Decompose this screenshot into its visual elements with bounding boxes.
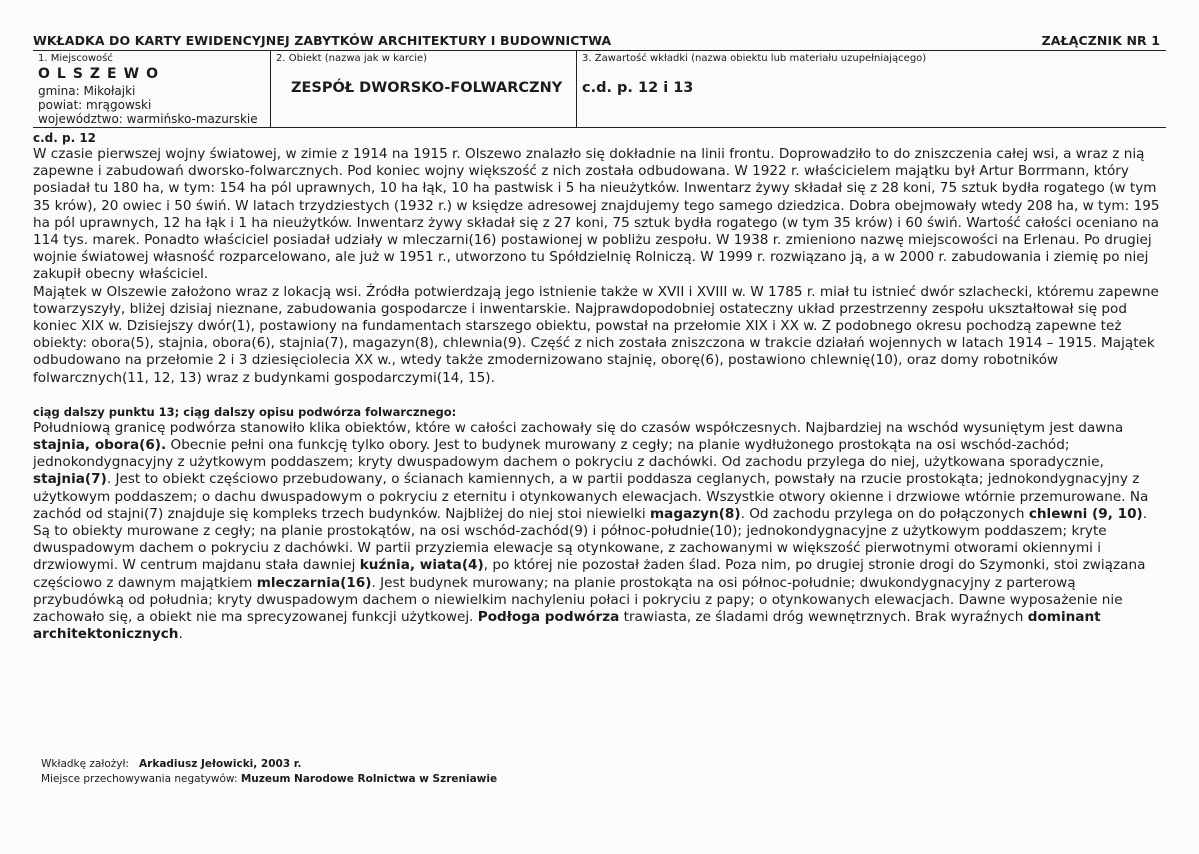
bold-chlewni: chlewni (9, 10) (1028, 505, 1143, 522)
section-12-heading: c.d. p. 12 (33, 131, 97, 145)
object-name: ZESPÓŁ DWORSKO-FOLWARCZNY (291, 80, 563, 96)
history-paragraph-1: W czasie pierwszej wojny światowej, w zimie z 1914 na 1915 r. Olszewo znalazło się dokładnie na linii frontu. Doprowadziło to do zniszczenia całej wsi, a wraz z nią zapewne i zabudowań dworsko-folwarcznych. Pod koniec wojny większość z nich została odbudowana. W 1922 r. właścicielem majątku był Artur Borrmann, który posiadał tu 180 ha, w tym: 154 ha pól uprawnych, 10 ha łąk, 10 ha pastwisk i 5 ha nieużytków. Inwentarz żywy składał się z 28 koni, 75 sztuk bydła rogatego (w tym 35 krów), 20 owiec i 50 świń. W latach trzydziestych (1932 r.) w księdze adresowej znajdujemy tego samego dziedzica. Dobra obejmowały wtedy 208 ha, w tym: 195 ha pól uprawnych, 12 ha łąk i 1 ha nieużytków. Inwentarz żywy składał się z 27 koni, 75 sztuk bydła rogatego (w tym 35 krów) i 60 świń. Wartość całości oceniano na 114 tys. marek. Ponadto właściciel posiadał udziały w mleczarni(16) postawionej w pobliżu zespołu. W 1938 r. zmieniono nazwę miejscowości na Erlenau. Po drugiej wojnie światowej własność rozparcelowano, ale już w 1951 r., utworzono tu Spółdzielnię Rolniczą. W 1999 r. rozwiązano ją, a w 2000 r. zabudowania i ziemię po niej zakupił obecny właściciel. (33, 146, 1160, 283)
storage-line (41, 772, 497, 787)
text-run: , po której nie pozostał żaden ślad. Poza nim, po drugiej stronie drogi do Szymonki, stoi związana częściowo z dawnym majątkiem (33, 557, 1146, 591)
storage-label: Miejsce przechowywania negatywów: (41, 773, 238, 785)
text-run: . (178, 626, 183, 643)
bold-stajnia: stajnia(7) (33, 471, 107, 488)
text-run: . Są to obiekty murowane z cegły; na planie prostokątów, na osi wschód-zachód(9) i północ-południe(10); jednokondygnacyjne z użytkowym poddaszem; kryte dwuspadowym dachem o pokryciu z dachówki. W partii przyziemia elewacje są otynkowane, z zachowanymi w większość pierwotnymi otworami okiennymi i drzwiowymi. W centrum majdanu stała dawniej (33, 505, 1148, 574)
town-name: OLSZEWO (38, 66, 165, 82)
paragraph-gap (33, 387, 1166, 404)
author-label: Wkładkę założył: (41, 758, 130, 770)
text-run: . Jest to obiekt częściowo przebudowany, o ścianach kamiennych, a w partii poddasza ceglanych, powstały na rzucie prostokąta; jednokondygnacyjny z użytkowym poddaszem; o dachu dwuspadowym o pokryciu z eternitu i otynkowanych elewacjach. Wszystkie otwory okienne i drzwiowe wtórnie przemurowane. Na zachód od stajni(7) znajduje się kompleks trzech budynków. Najbliżej do niej stoi niewielki (33, 471, 1149, 522)
bold-podloga-podworza: Podłoga podwórza (477, 609, 620, 626)
field-locality (33, 51, 271, 127)
bold-stajnia-obora: stajnia, obora(6). (33, 437, 167, 454)
document-body (33, 130, 1166, 643)
bold-magazyn: magazyn(8) (650, 505, 741, 522)
courtyard-description (33, 420, 1166, 644)
text-run: Obecnie pełni ona funkcję tylko obory. Jest to budynek murowany z cegły; na planie wydłużonego prostokąta na osi wschód-zachód; jednokondygnacyjny z użytkowym poddaszem; kryty dwuspadowym dachem o pokryciu z dachówki. Od zachodu przylega do niej, użytkowana sporadycznie, (33, 437, 1104, 471)
field-object (271, 51, 577, 127)
gmina-text: gmina: Mikołajki (38, 84, 136, 98)
section-13-heading: ciąg dalszy punktu 13; ciąg dalszy opisu podwórza folwarcznego: (33, 404, 457, 419)
bold-mleczarnia: mleczarnia(16) (256, 574, 372, 591)
history-paragraph-2: Majątek w Olszewie założono wraz z lokacją wsi. Źródła potwierdzają jego istnienie także w XVII i XVIII w. W 1785 r. miał tu istnieć dwór szlachecki, któremu zapewne towarzyszyły, bliżej dzisiaj nieznane, zabudowania gospodarcze i inwentarskie. Najprawdopodobniej ostateczny układ przestrzenny zespołu ukształtował się pod koniec XIX w. Dzisiejszy dwór(1), postawiony na fundamentach starszego obiektu, powstał na przełomie XIX i XX w. Z podobnego okresu pochodzą zapewne też obiekty: obora(5), stajnia, obora(6), stajnia(7), magazyn(8), chlewnia(9). Część z nich została zniszczona w trakcie działań wojennych w latach 1914 – 1915. Majątek odbudowano na przełomie 2 i 3 dziesięciolecia XX w., wtedy także zmodernizowano stajnię, oborę(6), postawiono chlewnię(10), oraz domy robotników folwarcznych(11, 12, 13) wraz z budynkami gospodarczymi(14, 15). (33, 283, 1159, 386)
storage-place: Muzeum Narodowe Rolnictwa w Szreniawie (240, 773, 498, 785)
document-title: WKŁADKA DO KARTY EWIDENCYJNEJ ZABYTKÓW ARCHITEKTURY I BUDOWNICTWA (33, 33, 612, 48)
field-locality-label: 1. Miejscowość (38, 53, 113, 64)
author-line (41, 757, 497, 772)
powiat-text: powiat: mrągowski (38, 98, 152, 112)
text-run: . Od zachodu przylega on do połączonych (740, 505, 1029, 522)
content-value: c.d. p. 12 i 13 (582, 80, 694, 96)
text-run: . Jest budynek murowany; na planie prostokąta na osi północ-południe; dwukondygnacyjny z parterową przybudówką od południa; kryty dwuspadowym dachem o niewielkim nachyleniu połaci i pokryciu z papy; o otynkowanych elewacjach. Dawne wyposażenie nie zachowało się, a obiekt nie ma sprecyzowanej funkcji użytkowej. (33, 574, 1123, 626)
bold-kuznia-wiata: kuźnia, wiata(4) (359, 557, 484, 574)
bold-dominant: dominant architektonicznych (33, 609, 1101, 643)
field-object-label: 2. Obiekt (nazwa jak w karcie) (276, 53, 428, 64)
text-run: trawiasta, ze śladami dróg wewnętrznych. Brak wyraźnych (619, 609, 1028, 626)
annex-label: ZAŁĄCZNIK NR 1 (1041, 33, 1160, 48)
author-name: Arkadiusz Jełowicki, 2003 r. (139, 758, 302, 770)
text-run: Południową granicę podwórza stanowiło klika obiektów, które w całości zachowały się do czasów współczesnych. Najbardziej na wschód wysuniętym jest dawna (33, 419, 1124, 436)
header-fields-table (33, 51, 1166, 128)
wojewodztwo-text: województwo: warmińsko-mazurskie (38, 112, 258, 126)
field-content (577, 51, 1166, 127)
document-footer (41, 757, 497, 787)
field-content-label: 3. Zawartość wkładki (nazwa obiektu lub materiału uzupełniającego) (582, 53, 927, 64)
